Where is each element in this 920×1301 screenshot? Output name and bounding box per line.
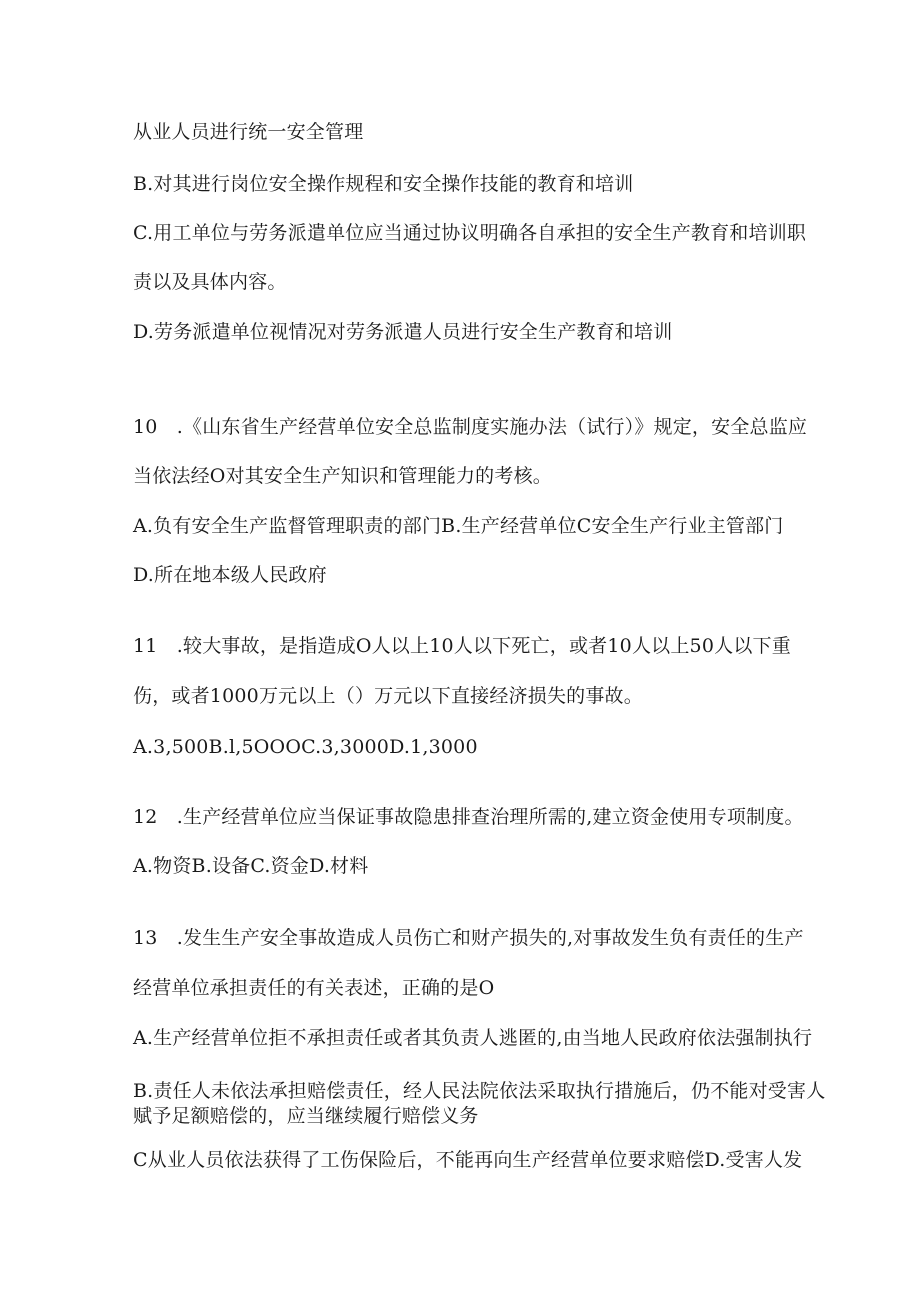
options-line: A.物资B.设备C.资金D.材料 [133, 855, 369, 877]
option-d: D.所在地本级人民政府 [133, 564, 327, 586]
text-line: 赋予足额赔偿的，应当继续履行赔偿义务 [133, 1105, 479, 1127]
text-line: 责以及具体内容。 [133, 271, 287, 293]
text-line: 经营单位承担责任的有关表述，正确的是O [133, 977, 495, 999]
question-10: 10 .《山东省生产经营单位安全总监制度实施办法（试行）》规定，安全总监应 [133, 416, 808, 438]
options-line: A.3,500B.l,5OOOC.3,3000D.1,3000 [133, 736, 478, 758]
text-line: 当依法经O对其安全生产知识和管理能力的考核。 [133, 465, 552, 487]
option-d: D.劳务派遣单位视情况对劳务派遣人员进行安全生产教育和培训 [133, 321, 673, 343]
question-11: 11 .较大事故，是指造成O人以上10人以下死亡，或者10人以上50人以下重 [133, 635, 791, 657]
question-13: 13 .发生生产安全事故造成人员伤亡和财产损失的,对事故发生负有责任的生产 [133, 927, 804, 949]
option-b: B.对其进行岗位安全操作规程和安全操作技能的教育和培训 [133, 173, 634, 195]
option-a: A.生产经营单位拒不承担责任或者其负责人逃匿的,由当地人民政府依法强制执行 [133, 1027, 813, 1049]
option-c: C.用工单位与劳务派遣单位应当通过协议明确各自承担的安全生产教育和培训职 [133, 222, 807, 244]
text-line: 伤，或者1000万元以上（）万元以下直接经济损失的事故。 [133, 685, 643, 707]
option-c: C从业人员依法获得了工伤保险后，不能再向生产经营单位要求赔偿D.受害人发 [133, 1149, 803, 1171]
question-12: 12 .生产经营单位应当保证事故隐患排查治理所需的,建立资金使用专项制度。 [133, 806, 804, 828]
option-b: B.责任人未依法承担赔偿责任，经人民法院依法采取执行措施后，仍不能对受害人 [133, 1080, 826, 1102]
text-line: 从业人员进行统一安全管理 [133, 121, 364, 143]
options-line: A.负有安全生产监督管理职责的部门B.生产经营单位C安全生产行业主管部门 [133, 515, 784, 537]
